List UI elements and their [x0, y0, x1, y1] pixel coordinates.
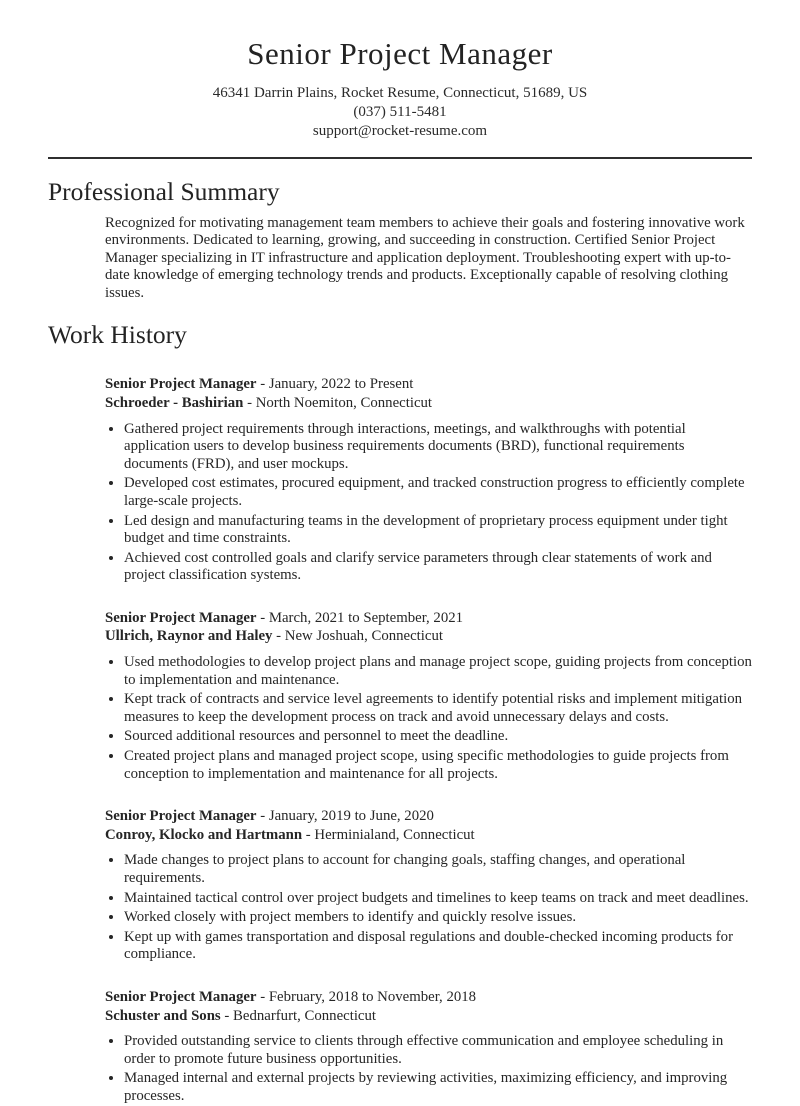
- job-bullets: [105, 852, 752, 964]
- job-bullet: • Worked closely with project members to identify and quickly resolve issues.: [124, 909, 752, 927]
- job-dates: - January, 2019 to June, 2020: [256, 808, 434, 825]
- job-bullet: • Provided outstanding service to clients through effective communication and employee scheduling in order to promote future business opportunities.: [124, 1033, 752, 1068]
- job-entry: [105, 609, 752, 783]
- job-bullets: [105, 421, 752, 585]
- job-bullet: • Led design and manufacturing teams in the development of proprietary process equipment under tight budget and time constraints.: [124, 513, 752, 548]
- job-bullet: • Used methodologies to develop project plans and manage project scope, guiding projects from conception to implementation and maintenance.: [124, 654, 752, 689]
- contact-phone: (037) 511-5481: [353, 103, 447, 120]
- job-bullets: [105, 654, 752, 783]
- job-bullet: • Maintained tactical control over project budgets and timelines to keep teams on track and meet deadlines.: [124, 890, 752, 908]
- job-bullet: • Made changes to project plans to account for changing goals, staffing changes, and operational requirements.: [124, 852, 752, 887]
- job-bullet: • Gathered project requirements through interactions, meetings, and walkthroughs with potential application users to develop business requirements documents (BRD), functional requirements documents (FRD), and user mockups.: [124, 421, 752, 474]
- job-bullet: • Achieved cost controlled goals and clarify service parameters through clear statements of work and project classification systems.: [124, 550, 752, 585]
- resume-title: Senior Project Manager: [247, 36, 553, 71]
- job-dates: - March, 2021 to September, 2021: [256, 609, 464, 626]
- job-title-line: [105, 988, 752, 1007]
- job-dates: - February, 2018 to November, 2018: [256, 988, 477, 1005]
- job-title: Senior Project Manager: [105, 376, 257, 393]
- job-bullet: • Created project plans and managed project scope, using specific methodologies to guide projects from conception to implementation and maintenance for all projects.: [124, 748, 752, 783]
- job-title: Senior Project Manager: [105, 808, 257, 825]
- section-heading-professional-summary: Professional Summary: [48, 176, 280, 206]
- job-location: - Herminialand, Connecticut: [302, 826, 475, 843]
- job-company: Schroeder - Bashirian: [105, 394, 244, 411]
- contact-email: support@rocket-resume.com: [312, 122, 488, 139]
- job-company-line: [105, 1007, 752, 1026]
- job-bullet: • Kept track of contracts and service level agreements to identify potential risks and implement mitigation measures to keep the development process on track and avoid unnecessary delays and costs.: [124, 691, 752, 726]
- job-dates: - January, 2022 to Present: [256, 376, 414, 393]
- job-company: Ullrich, Raynor and Haley: [105, 628, 273, 645]
- job-title-line: [105, 609, 752, 628]
- job-title: Senior Project Manager: [105, 609, 257, 626]
- contact-block: [48, 84, 752, 141]
- job-entry: [105, 988, 752, 1106]
- job-title-line: [105, 375, 752, 394]
- section-professional-summary: [48, 176, 752, 303]
- job-location: - New Joshuah, Connecticut: [272, 628, 443, 645]
- job-bullets: [105, 1033, 752, 1105]
- job-bullet: • Managed internal and external projects by reviewing activities, maximizing efficiency, and improving processes.: [124, 1070, 752, 1105]
- section-heading-work-history: Work History: [48, 320, 187, 350]
- job-bullet: • Sourced additional resources and personnel to meet the deadline.: [124, 728, 752, 746]
- section-work-history: [48, 319, 752, 1105]
- summary-text: Recognized for motivating management team members to achieve their goals and fostering innovative work environments. Dedicated to learning, growing, and succeeding in construction. Certified Senior Project Manager specializing in IT infrastructure and application deployment. Troubleshooting expert with up-to-date knowledge of emerging technology trends and products. Exceptionally capable of resolving clothing issues.: [105, 214, 745, 301]
- header-divider: [48, 157, 752, 159]
- job-company-line: [105, 826, 752, 845]
- job-bullet: • Developed cost estimates, procured equipment, and tracked construction progress to efficiently complete large-scale projects.: [124, 475, 752, 510]
- job-list: [48, 375, 752, 1105]
- contact-address: 46341 Darrin Plains, Rocket Resume, Connecticut, 51689, US: [212, 84, 588, 101]
- job-title: Senior Project Manager: [105, 988, 257, 1005]
- job-location: - Bednarfurt, Connecticut: [220, 1007, 377, 1024]
- job-entry: [105, 375, 752, 585]
- job-company-line: [105, 394, 752, 413]
- job-location: - North Noemiton, Connecticut: [243, 394, 433, 411]
- job-bullet: • Kept up with games transportation and disposal regulations and double-checked incoming products for compliance.: [124, 929, 752, 964]
- job-company-line: [105, 627, 752, 646]
- job-title-line: [105, 807, 752, 826]
- job-entry: [105, 807, 752, 964]
- job-company: Conroy, Klocko and Hartmann: [105, 826, 303, 843]
- job-company: Schuster and Sons: [105, 1007, 221, 1024]
- resume-header: [48, 36, 752, 141]
